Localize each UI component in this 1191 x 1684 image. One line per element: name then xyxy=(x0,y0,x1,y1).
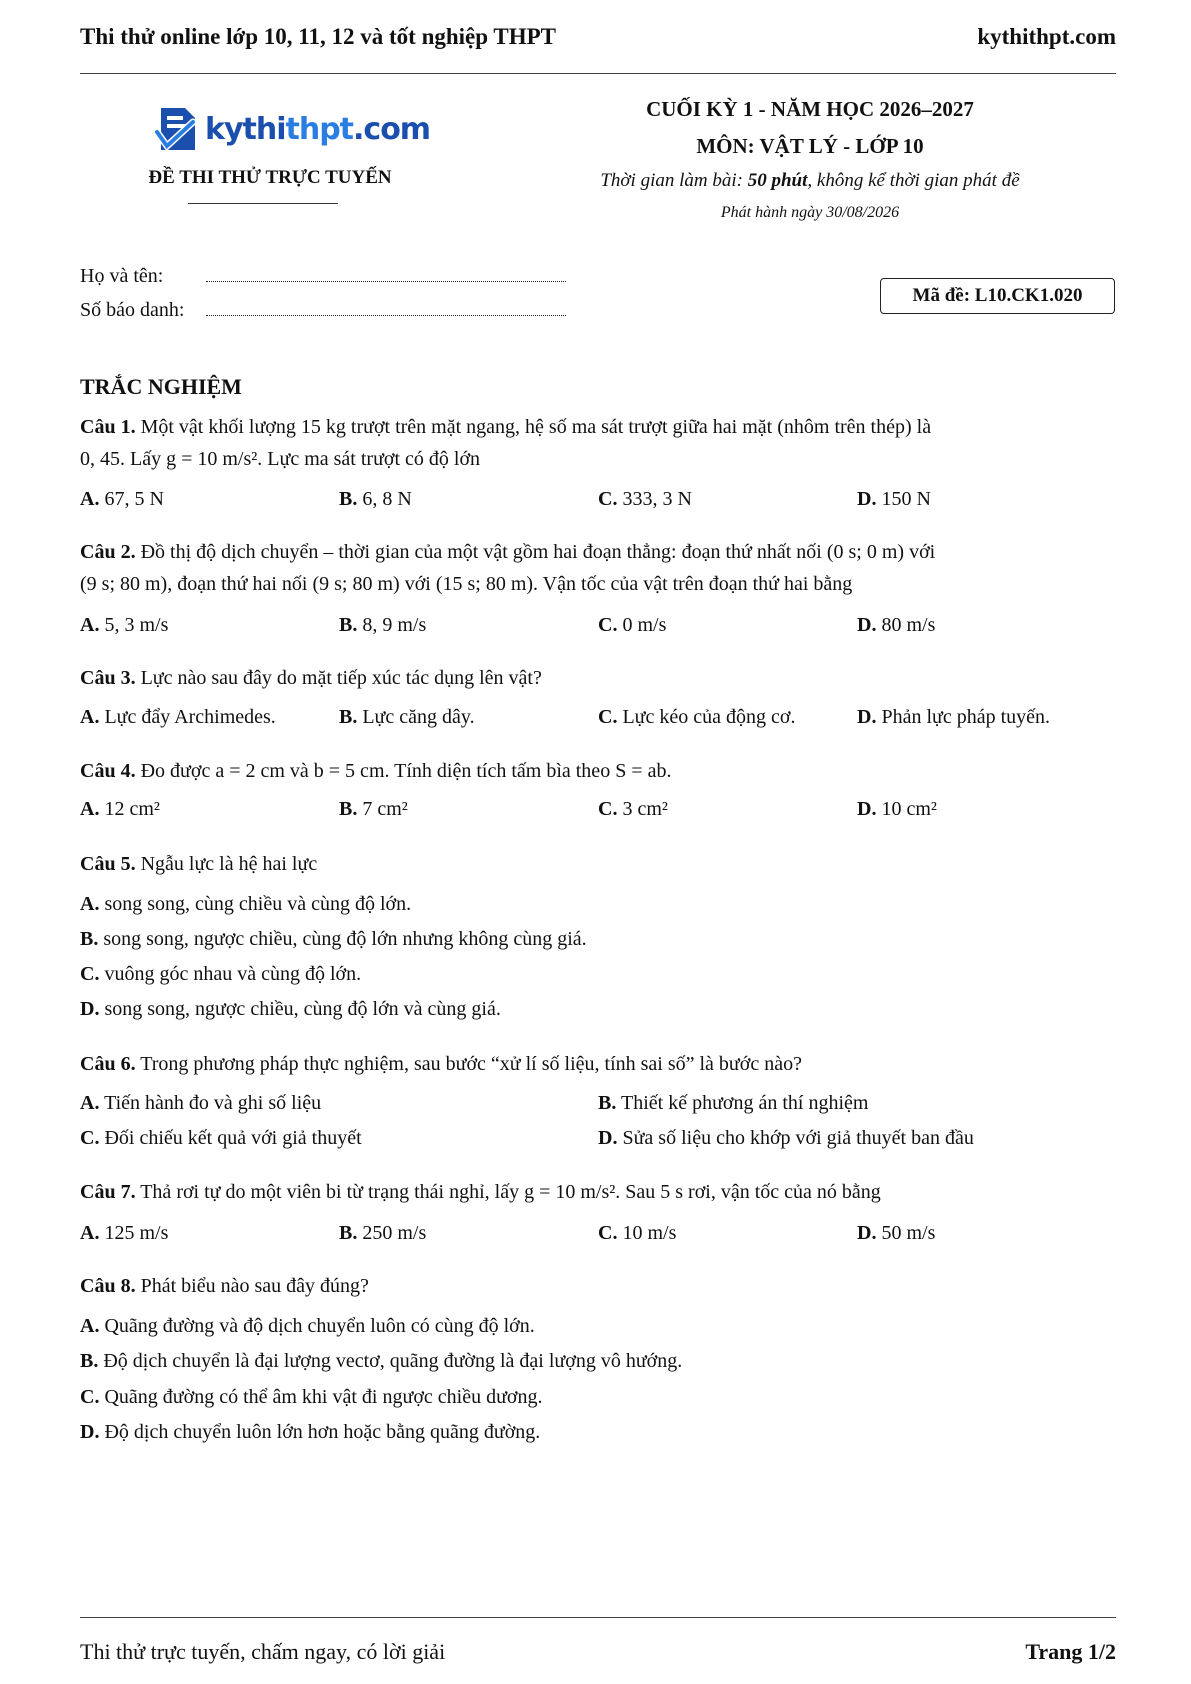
question-6-options-row-2 xyxy=(80,1127,1116,1150)
option-b[interactable] xyxy=(80,1350,1116,1373)
header-rule xyxy=(80,73,1116,74)
question-label: Câu 8. xyxy=(80,1275,136,1297)
option-text: 0 m/s xyxy=(622,614,667,636)
option-text: 10 cm² xyxy=(881,798,937,820)
option-d[interactable] xyxy=(80,998,1116,1021)
student-id-field[interactable] xyxy=(206,301,566,316)
option-text: Lực căng dây. xyxy=(362,706,475,728)
option-letter: A. xyxy=(80,893,100,915)
option-b[interactable] xyxy=(339,798,598,821)
option-text: Phản lực pháp tuyến. xyxy=(881,706,1051,728)
option-letter: B. xyxy=(339,488,358,510)
option-text: 8, 9 m/s xyxy=(362,614,427,636)
option-text: Sửa số liệu cho khớp với giả thuyết ban đầu xyxy=(622,1127,974,1149)
logo-part-1: kythi xyxy=(205,111,286,147)
option-c[interactable] xyxy=(598,1222,857,1245)
footer-rule xyxy=(80,1617,1116,1618)
question-label: Câu 1. xyxy=(80,416,136,438)
option-letter: D. xyxy=(857,1222,877,1244)
logo-mark-icon xyxy=(153,104,201,154)
question-text: Đo được a = 2 cm và b = 5 cm. Tính diện tích tấm bìa theo S = ab. xyxy=(140,760,672,782)
option-letter: B. xyxy=(339,798,358,820)
question-7-options xyxy=(80,1222,1116,1245)
option-text: 80 m/s xyxy=(881,614,936,636)
option-text: song song, cùng chiều và cùng độ lớn. xyxy=(104,893,412,915)
option-text: Đối chiếu kết quả với giả thuyết xyxy=(104,1127,362,1149)
option-c[interactable] xyxy=(598,614,857,637)
option-text: 250 m/s xyxy=(362,1222,427,1244)
duration-value: 50 phút xyxy=(747,170,808,191)
option-letter: C. xyxy=(80,1127,100,1149)
question-text: Đồ thị độ dịch chuyển – thời gian của một vật gồm hai đoạn thẳng: đoạn thứ nhất nối (0 s; 0 m) với xyxy=(140,541,936,563)
option-letter: C. xyxy=(598,614,618,636)
question-label: Câu 7. xyxy=(80,1181,136,1203)
option-letter: B. xyxy=(80,928,99,950)
option-text: 7 cm² xyxy=(362,798,408,820)
option-letter: D. xyxy=(857,706,877,728)
question-6 xyxy=(80,1048,1116,1080)
option-a[interactable] xyxy=(80,1092,598,1115)
option-text: Độ dịch chuyển luôn lớn hơn hoặc bằng quãng đường. xyxy=(104,1421,541,1443)
question-3 xyxy=(80,662,1116,694)
option-a[interactable] xyxy=(80,893,1116,916)
exam-subject-title: MÔN: VẬT LÝ - LỚP 10 xyxy=(696,134,924,158)
question-text-cont: (9 s; 80 m), đoạn thứ hai nối (9 s; 80 m) với (15 s; 80 m). Vận tốc của vật trên đoạn thứ hai bằng xyxy=(80,573,853,595)
question-1 xyxy=(80,411,1116,475)
option-letter: B. xyxy=(598,1092,617,1114)
question-text: Ngẫu lực là hệ hai lực xyxy=(140,853,318,875)
option-letter: D. xyxy=(80,1421,100,1443)
exam-type-label: ĐỀ THI THỬ TRỰC TUYẾN xyxy=(148,167,392,188)
footer-slogan: Thi thử trực tuyến, chấm ngay, có lời giải xyxy=(80,1639,446,1664)
option-letter: A. xyxy=(80,1092,100,1114)
question-6-options-row-1 xyxy=(80,1092,1116,1115)
option-a[interactable] xyxy=(80,706,339,729)
student-name-field[interactable] xyxy=(206,267,566,282)
option-c[interactable] xyxy=(598,798,857,821)
option-text: Lực kéo của động cơ. xyxy=(622,706,796,728)
question-text: Trong phương pháp thực nghiệm, sau bước “xử lí số liệu, tính sai số” là bước nào? xyxy=(140,1053,802,1075)
question-label: Câu 4. xyxy=(80,760,136,782)
question-2-options xyxy=(80,614,1116,637)
option-text: 125 m/s xyxy=(104,1222,169,1244)
question-label: Câu 6. xyxy=(80,1053,136,1075)
question-label: Câu 2. xyxy=(80,541,136,563)
option-text: Quãng đường và độ dịch chuyển luôn có cùng độ lớn. xyxy=(104,1315,535,1337)
question-5 xyxy=(80,848,1116,880)
option-text: 3 cm² xyxy=(622,798,668,820)
option-d[interactable] xyxy=(857,1222,1116,1245)
page-number: Trang 1/2 xyxy=(1025,1639,1116,1664)
exam-term-title: CUỐI KỲ 1 - NĂM HỌC 2026–2027 xyxy=(646,97,974,121)
option-c[interactable] xyxy=(598,706,857,729)
option-text: Độ dịch chuyển là đại lượng vectơ, quãng đường là đại lượng vô hướng. xyxy=(103,1350,683,1372)
option-text: 10 m/s xyxy=(622,1222,677,1244)
question-1-options xyxy=(80,488,1116,511)
option-letter: A. xyxy=(80,706,100,728)
option-d[interactable] xyxy=(598,1127,1116,1150)
option-letter: B. xyxy=(80,1350,99,1372)
question-text: Thả rơi tự do một viên bi từ trạng thái nghỉ, lấy g = 10 m/s². Sau 5 s rơi, vận tốc của nó bằng xyxy=(140,1181,881,1203)
option-text: vuông góc nhau và cùng độ lớn. xyxy=(104,963,362,985)
student-name-label: Họ và tên: xyxy=(80,265,164,287)
question-4 xyxy=(80,755,1116,787)
option-text: 150 N xyxy=(881,488,931,510)
option-text: Lực đẩy Archimedes. xyxy=(104,706,276,728)
question-text: Một vật khối lượng 15 kg trượt trên mặt ngang, hệ số ma sát trượt giữa hai mặt (nhôm trên thép) là xyxy=(140,416,932,438)
option-letter: C. xyxy=(80,963,100,985)
option-text: 6, 8 N xyxy=(362,488,412,510)
question-text: Phát biểu nào sau đây đúng? xyxy=(140,1275,369,1297)
option-text: 5, 3 m/s xyxy=(104,614,169,636)
option-b[interactable] xyxy=(339,488,598,511)
section-title: TRẮC NGHIỆM xyxy=(80,374,242,399)
student-id-label: Số báo danh: xyxy=(80,299,185,321)
option-letter: C. xyxy=(598,798,618,820)
option-b[interactable] xyxy=(339,614,598,637)
student-id-row xyxy=(80,299,566,322)
option-c[interactable] xyxy=(80,1127,598,1150)
option-letter: A. xyxy=(80,614,100,636)
question-3-options xyxy=(80,706,1116,729)
site-logo[interactable] xyxy=(153,104,430,154)
option-a[interactable] xyxy=(80,614,339,637)
question-2 xyxy=(80,536,1116,600)
running-header xyxy=(80,24,1116,50)
option-text: Quãng đường có thể âm khi vật đi ngược chiều dương. xyxy=(104,1386,543,1408)
option-letter: A. xyxy=(80,1222,100,1244)
question-text: Lực nào sau đây do mặt tiếp xúc tác dụng lên vật? xyxy=(140,667,542,689)
option-text: 67, 5 N xyxy=(104,488,164,510)
option-b[interactable] xyxy=(80,928,1116,951)
option-letter: B. xyxy=(339,706,358,728)
option-letter: A. xyxy=(80,488,100,510)
option-text: Thiết kế phương án thí nghiệm xyxy=(620,1092,869,1114)
student-name-row xyxy=(80,265,566,288)
option-d[interactable] xyxy=(857,798,1116,821)
exam-page xyxy=(80,0,1116,1684)
option-letter: C. xyxy=(598,706,618,728)
option-d[interactable] xyxy=(857,488,1116,511)
option-letter: B. xyxy=(339,1222,358,1244)
option-letter: D. xyxy=(857,488,877,510)
option-text: song song, ngược chiều, cùng độ lớn và cùng giá. xyxy=(104,998,501,1020)
option-letter: D. xyxy=(80,998,100,1020)
option-letter: A. xyxy=(80,1315,100,1337)
question-8 xyxy=(80,1270,1116,1302)
question-4-options xyxy=(80,798,1116,821)
option-c[interactable] xyxy=(598,488,857,511)
option-letter: C. xyxy=(598,1222,618,1244)
option-letter: C. xyxy=(80,1386,100,1408)
logo-part-2: thpt xyxy=(285,111,354,147)
exam-duration xyxy=(540,170,1080,192)
logo-wordmark xyxy=(205,112,430,147)
option-letter: D. xyxy=(857,614,877,636)
option-letter: C. xyxy=(598,488,618,510)
option-text: 50 m/s xyxy=(881,1222,936,1244)
option-a[interactable] xyxy=(80,798,339,821)
exam-code-box: Mã đề: L10.CK1.020 xyxy=(880,278,1115,314)
page-footer xyxy=(80,1639,1116,1665)
option-text: 12 cm² xyxy=(104,798,160,820)
option-letter: D. xyxy=(857,798,877,820)
option-text: Tiến hành đo và ghi số liệu xyxy=(104,1092,322,1114)
option-b[interactable] xyxy=(598,1092,1116,1115)
option-d[interactable] xyxy=(857,706,1116,729)
option-d[interactable] xyxy=(80,1421,1116,1444)
option-a[interactable] xyxy=(80,1222,339,1245)
exam-type-underline xyxy=(188,203,338,204)
option-c[interactable] xyxy=(80,963,1116,986)
option-letter: B. xyxy=(339,614,358,636)
option-text: 333, 3 N xyxy=(622,488,692,510)
option-a[interactable] xyxy=(80,1315,1116,1338)
question-label: Câu 5. xyxy=(80,853,136,875)
option-text: song song, ngược chiều, cùng độ lớn nhưng không cùng giá. xyxy=(103,928,587,950)
option-a[interactable] xyxy=(80,488,339,511)
question-label: Câu 3. xyxy=(80,667,136,689)
option-c[interactable] xyxy=(80,1386,1116,1409)
question-text-cont: 0, 45. Lấy g = 10 m/s². Lực ma sát trượt có độ lớn xyxy=(80,448,481,470)
header-left-text: Thi thử online lớp 10, 11, 12 và tốt nghiệp THPT xyxy=(80,24,556,49)
option-b[interactable] xyxy=(339,706,598,729)
header-site-link[interactable]: kythithpt.com xyxy=(977,24,1116,49)
duration-prefix: Thời gian làm bài: xyxy=(600,170,748,191)
option-b[interactable] xyxy=(339,1222,598,1245)
question-7 xyxy=(80,1176,1116,1208)
duration-suffix: , không kể thời gian phát đề xyxy=(807,170,1020,191)
logo-part-3: .com xyxy=(353,111,431,147)
issue-date: Phát hành ngày 30/08/2026 xyxy=(720,204,900,221)
option-letter: A. xyxy=(80,798,100,820)
option-letter: D. xyxy=(598,1127,618,1149)
option-d[interactable] xyxy=(857,614,1116,637)
